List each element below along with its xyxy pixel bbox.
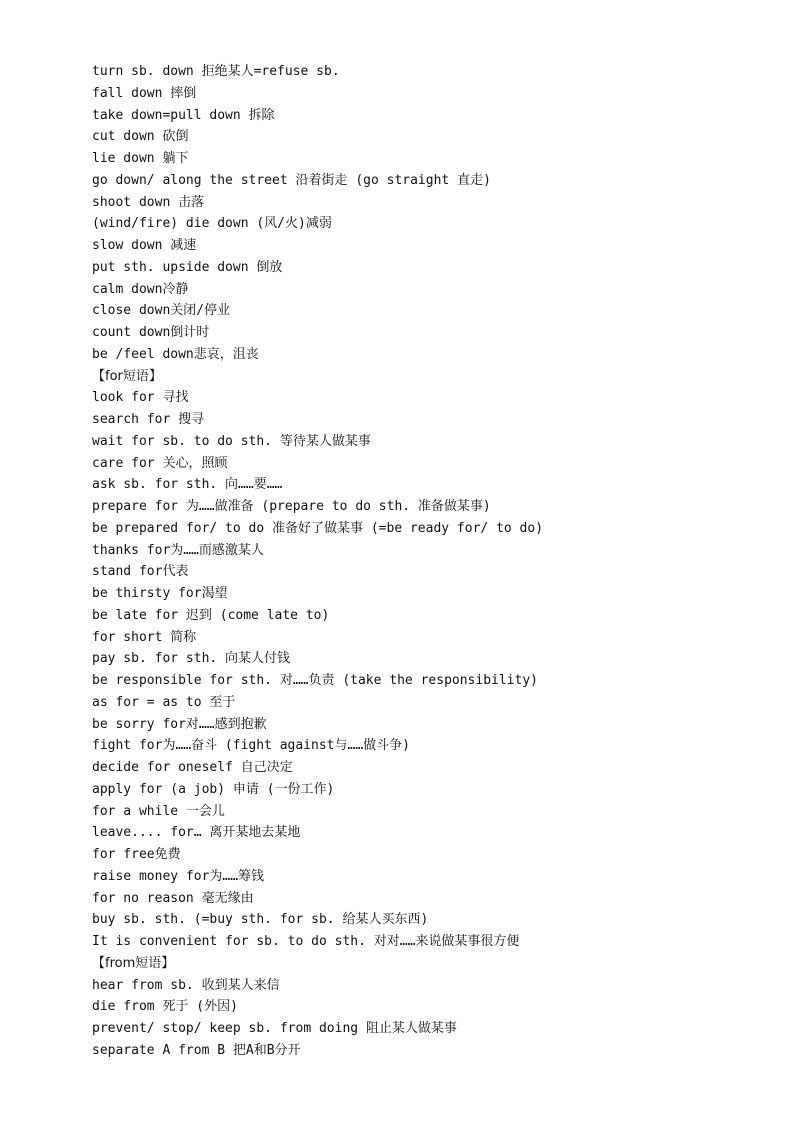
phrase-line: fight for为……奋斗 (fight against与……做斗争) — [92, 738, 410, 754]
phrase-line: prepare for 为……做准备 (prepare to do sth. 准备做某事) — [92, 499, 491, 514]
phrase-line: lie down 躺下 — [92, 151, 189, 166]
phrase-line: be sorry for对……感到抱歉 — [92, 716, 267, 732]
phrase-line: be prepared for/ to do 准备好了做某事 (=be ready for/ to do) — [92, 520, 544, 536]
phrase-line: hear from sb. 收到某人来信 — [92, 977, 280, 993]
phrase-line: search for 搜寻 — [92, 412, 205, 427]
phrase-line: slow down 减速 — [92, 238, 197, 253]
phrase-line: be thirsty for渴望 — [92, 586, 228, 601]
phrase-line: for no reason 毫无缘由 — [92, 890, 254, 906]
phrase-line: go down/ along the street 沿着街走 (go straight 直走) — [92, 172, 491, 188]
phrase-line: for short 简称 — [92, 629, 197, 645]
phrase-line: prevent/ stop/ keep sb. from doing 阻止某人做某事 — [92, 1021, 457, 1036]
document-page — [92, 61, 772, 1062]
phrase-line: take down=pull down 拆除 — [92, 107, 275, 123]
phrase-line: count down倒计时 — [92, 325, 210, 340]
phrase-line: put sth. upside down 倒放 — [92, 259, 283, 275]
phrase-line: separate A from B 把A和B分开 — [92, 1042, 301, 1058]
phrase-line: turn sb. down 拒绝某人=refuse sb. — [92, 64, 340, 79]
phrase-line: cut down 砍倒 — [92, 129, 189, 145]
phrase-line: raise money for为……筹钱 — [92, 868, 265, 884]
phrase-line: look for 寻找 — [92, 390, 189, 406]
phrase-line: wait for sb. to do sth. 等待某人做某事 — [92, 433, 371, 449]
section-heading-for: 【for短语】 — [92, 368, 162, 384]
phrase-line: thanks for为……而感激某人 — [92, 542, 264, 558]
phrase-line: calm down冷静 — [92, 281, 189, 297]
phrase-line: for free免费 — [92, 847, 181, 862]
phrase-line: buy sb. sth. (=buy sth. for sb. 给某人买东西) — [92, 912, 429, 928]
phrase-line: die from 死于 (外因) — [92, 999, 238, 1015]
phrase-line: decide for oneself 自己决定 — [92, 760, 293, 775]
phrase-line: be /feel down悲哀，沮丧 — [92, 346, 259, 362]
phrase-line: as for = as to 至于 — [92, 694, 236, 710]
phrase-line: be responsible for sth. 对……负责 (take the responsibility) — [92, 673, 538, 688]
phrase-line: shoot down 击落 — [92, 194, 205, 210]
phrase-line: close down关闭/停业 — [92, 303, 231, 319]
phrase-line: pay sb. for sth. 向某人付钱 — [92, 651, 291, 667]
phrase-line: ask sb. for sth. 向……要…… — [92, 477, 283, 493]
phrase-line: fall down 摔倒 — [92, 85, 197, 101]
phrase-line: (wind/fire) die down (风/火)减弱 — [92, 216, 332, 232]
phrase-line: be late for 迟到 (come late to) — [92, 607, 330, 623]
phrase-line: apply for (a job) 申请 (一份工作) — [92, 781, 335, 797]
phrase-line: It is convenient for sb. to do sth. 对对……来说做某事很方便 — [92, 934, 520, 949]
section-heading-from: 【from短语】 — [92, 955, 175, 971]
phrase-line: stand for代表 — [92, 564, 189, 580]
phrase-line: for a while 一会儿 — [92, 803, 225, 819]
phrase-line: care for 关心，照顾 — [92, 455, 228, 471]
phrase-line: leave.... for… 离开某地去某地 — [92, 825, 301, 841]
